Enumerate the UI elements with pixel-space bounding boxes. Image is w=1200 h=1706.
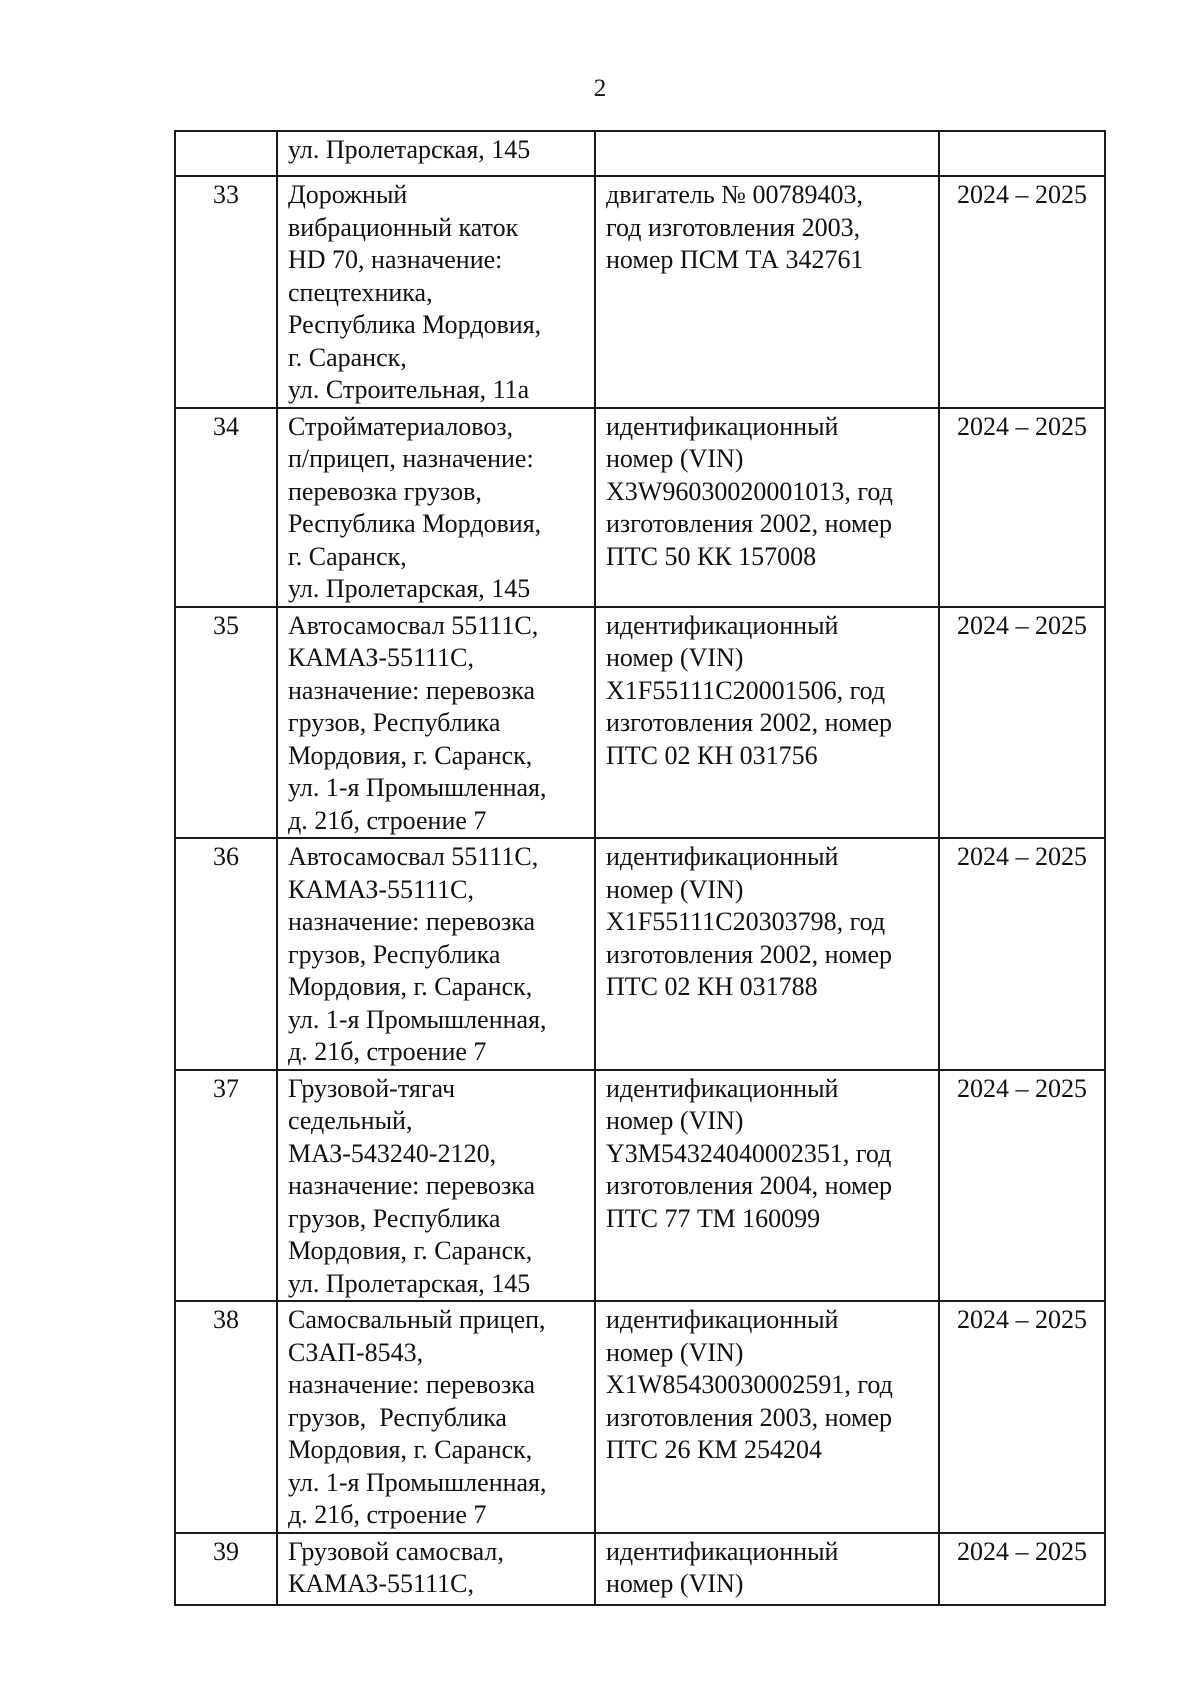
identification-line: идентификационный <box>606 842 839 871</box>
description-line: д. 21б, строение 7 <box>288 1500 487 1529</box>
identification-line: номер ПСМ ТА 342761 <box>606 245 864 274</box>
period-cell <box>939 131 1105 176</box>
page-number: 2 <box>593 75 607 102</box>
identification-line: изготовления 2004, номер <box>606 1171 893 1200</box>
table-row <box>175 607 1105 839</box>
period-cell: 2024 – 2025 <box>939 1301 1105 1533</box>
description-line: грузов, Республика <box>288 939 501 969</box>
description-line: Автосамосвал 55111С, <box>288 842 539 871</box>
description-line: д. 21б, строение 7 <box>288 805 487 835</box>
identification-line: идентификационный <box>606 1305 839 1334</box>
identification-cell <box>595 176 939 408</box>
description-line: HD 70, назначение: <box>288 245 503 274</box>
property-table <box>174 130 1106 1606</box>
description-line: Дорожный <box>288 180 408 209</box>
identification-line: X1F55111C20303798, год <box>606 907 886 936</box>
description-line: г. Саранск, <box>288 541 407 571</box>
description-cell <box>277 131 595 176</box>
description-line: СЗАП-8543, <box>288 1337 424 1367</box>
description-line: МАЗ-543240-2120, <box>288 1138 497 1168</box>
description-line: КАМАЗ-55111С, <box>288 1569 474 1598</box>
description-line: перевозка грузов, <box>288 476 482 506</box>
description-line: грузов, Республика <box>288 708 501 737</box>
identification-line: номер (VIN) <box>606 874 744 904</box>
identification-cell <box>595 607 939 839</box>
description-line: ул. Строительная, 11а <box>288 375 530 404</box>
description-line: грузов, Республика <box>288 1402 507 1432</box>
period-cell: 2024 – 2025 <box>939 838 1105 1070</box>
identification-line: ПТС 77 ТМ 160099 <box>606 1203 821 1233</box>
description-line: ул. 1-я Промышленная, <box>288 773 547 802</box>
description-line: спецтехника, <box>288 277 433 307</box>
table-row <box>175 1301 1105 1533</box>
identification-line: ПТС 02 КН 031788 <box>606 972 818 1001</box>
identification-line: изготовления 2002, номер <box>606 708 893 737</box>
description-line: Самосвальный прицеп, <box>288 1305 546 1334</box>
period-cell: 2024 – 2025 <box>939 408 1105 607</box>
identification-line: номер (VIN) <box>606 643 744 672</box>
identification-line: номер (VIN) <box>606 1106 744 1135</box>
identification-cell <box>595 1301 939 1533</box>
identification-line: год изготовления 2003, <box>606 212 861 242</box>
period-cell: 2024 – 2025 <box>939 1533 1105 1605</box>
period-cell: 2024 – 2025 <box>939 1070 1105 1302</box>
description-line: Республика Мордовия, <box>288 310 542 339</box>
identification-line: X3W96030020001013, год <box>606 476 893 506</box>
description-cell <box>277 176 595 408</box>
description-line: Грузовой самосвал, <box>288 1536 504 1566</box>
identification-cell <box>595 1070 939 1302</box>
row-number-cell: 39 <box>175 1533 277 1605</box>
table-row <box>175 131 1105 176</box>
table-row <box>175 1533 1105 1605</box>
table-row <box>175 176 1105 408</box>
identification-line: идентификационный <box>606 411 839 441</box>
description-cell <box>277 1301 595 1533</box>
identification-line: номер (VIN) <box>606 444 744 473</box>
description-line: назначение: перевозка <box>288 1171 535 1200</box>
description-line: назначение: перевозка <box>288 907 535 936</box>
description-cell <box>277 838 595 1070</box>
description-line: вибрационный каток <box>288 212 519 242</box>
description-line: седельный, <box>288 1106 413 1135</box>
identification-line: X1F55111C20001506, год <box>606 675 886 705</box>
row-number-cell: 34 <box>175 408 277 607</box>
description-line: ул. 1-я Промышленная, <box>288 1004 547 1034</box>
period-cell: 2024 – 2025 <box>939 176 1105 408</box>
description-line: д. 21б, строение 7 <box>288 1037 487 1066</box>
description-line: ул. Пролетарская, 145 <box>288 1268 531 1298</box>
identification-cell <box>595 838 939 1070</box>
identification-line: Y3M54324040002351, год <box>606 1138 892 1168</box>
identification-line: идентификационный <box>606 610 839 640</box>
description-cell <box>277 1070 595 1302</box>
row-number-cell: 37 <box>175 1070 277 1302</box>
identification-line: ПТС 50 КК 157008 <box>606 541 817 571</box>
row-number-cell <box>175 131 277 176</box>
row-number-cell: 35 <box>175 607 277 839</box>
identification-cell <box>595 1533 939 1605</box>
row-number-cell: 38 <box>175 1301 277 1533</box>
description-line: КАМАЗ-55111С, <box>288 874 474 904</box>
description-line: Мордовия, г. Саранск, <box>288 740 533 770</box>
description-line: Мордовия, г. Саранск, <box>288 1236 533 1265</box>
identification-line: номер (VIN) <box>606 1337 744 1367</box>
identification-cell <box>595 408 939 607</box>
identification-line: номер (VIN) <box>606 1569 744 1598</box>
identification-line: X1W85430030002591, год <box>606 1370 893 1399</box>
identification-line: ПТС 02 КН 031756 <box>606 740 818 770</box>
identification-cell <box>595 131 939 176</box>
description-line: грузов, Республика <box>288 1203 501 1233</box>
identification-line: изготовления 2002, номер <box>606 939 893 969</box>
identification-line: изготовления 2002, номер <box>606 509 893 538</box>
identification-line: ПТС 26 КМ 254204 <box>606 1435 822 1464</box>
identification-line: идентификационный <box>606 1536 839 1566</box>
description-line: ул. 1-я Промышленная, <box>288 1467 547 1497</box>
description-line: назначение: перевозка <box>288 1370 535 1399</box>
description-line: Мордовия, г. Саранск, <box>288 972 533 1001</box>
description-line: назначение: перевозка <box>288 675 535 705</box>
description-line: Республика Мордовия, <box>288 509 542 538</box>
description-cell <box>277 408 595 607</box>
description-cell <box>277 607 595 839</box>
description-line: Мордовия, г. Саранск, <box>288 1435 533 1464</box>
description-line: г. Саранск, <box>288 342 407 372</box>
row-number-cell: 33 <box>175 176 277 408</box>
table-row <box>175 838 1105 1070</box>
description-line: п/прицеп, назначение: <box>288 444 534 473</box>
period-cell: 2024 – 2025 <box>939 607 1105 839</box>
description-line: Автосамосвал 55111С, <box>288 610 539 640</box>
description-line: КАМАЗ-55111С, <box>288 643 474 672</box>
identification-line: двигатель № 00789403, <box>606 180 863 209</box>
identification-line: идентификационный <box>606 1073 839 1103</box>
description-line: Грузовой-тягач <box>288 1073 456 1103</box>
table-row <box>175 1070 1105 1302</box>
identification-line: изготовления 2003, номер <box>606 1402 893 1432</box>
description-line: Стройматериаловоз, <box>288 411 514 441</box>
table-row <box>175 408 1105 607</box>
row-number-cell: 36 <box>175 838 277 1070</box>
description-line: ул. Пролетарская, 145 <box>288 574 531 603</box>
description-cell <box>277 1533 595 1605</box>
description-line: ул. Пролетарская, 145 <box>288 135 531 164</box>
